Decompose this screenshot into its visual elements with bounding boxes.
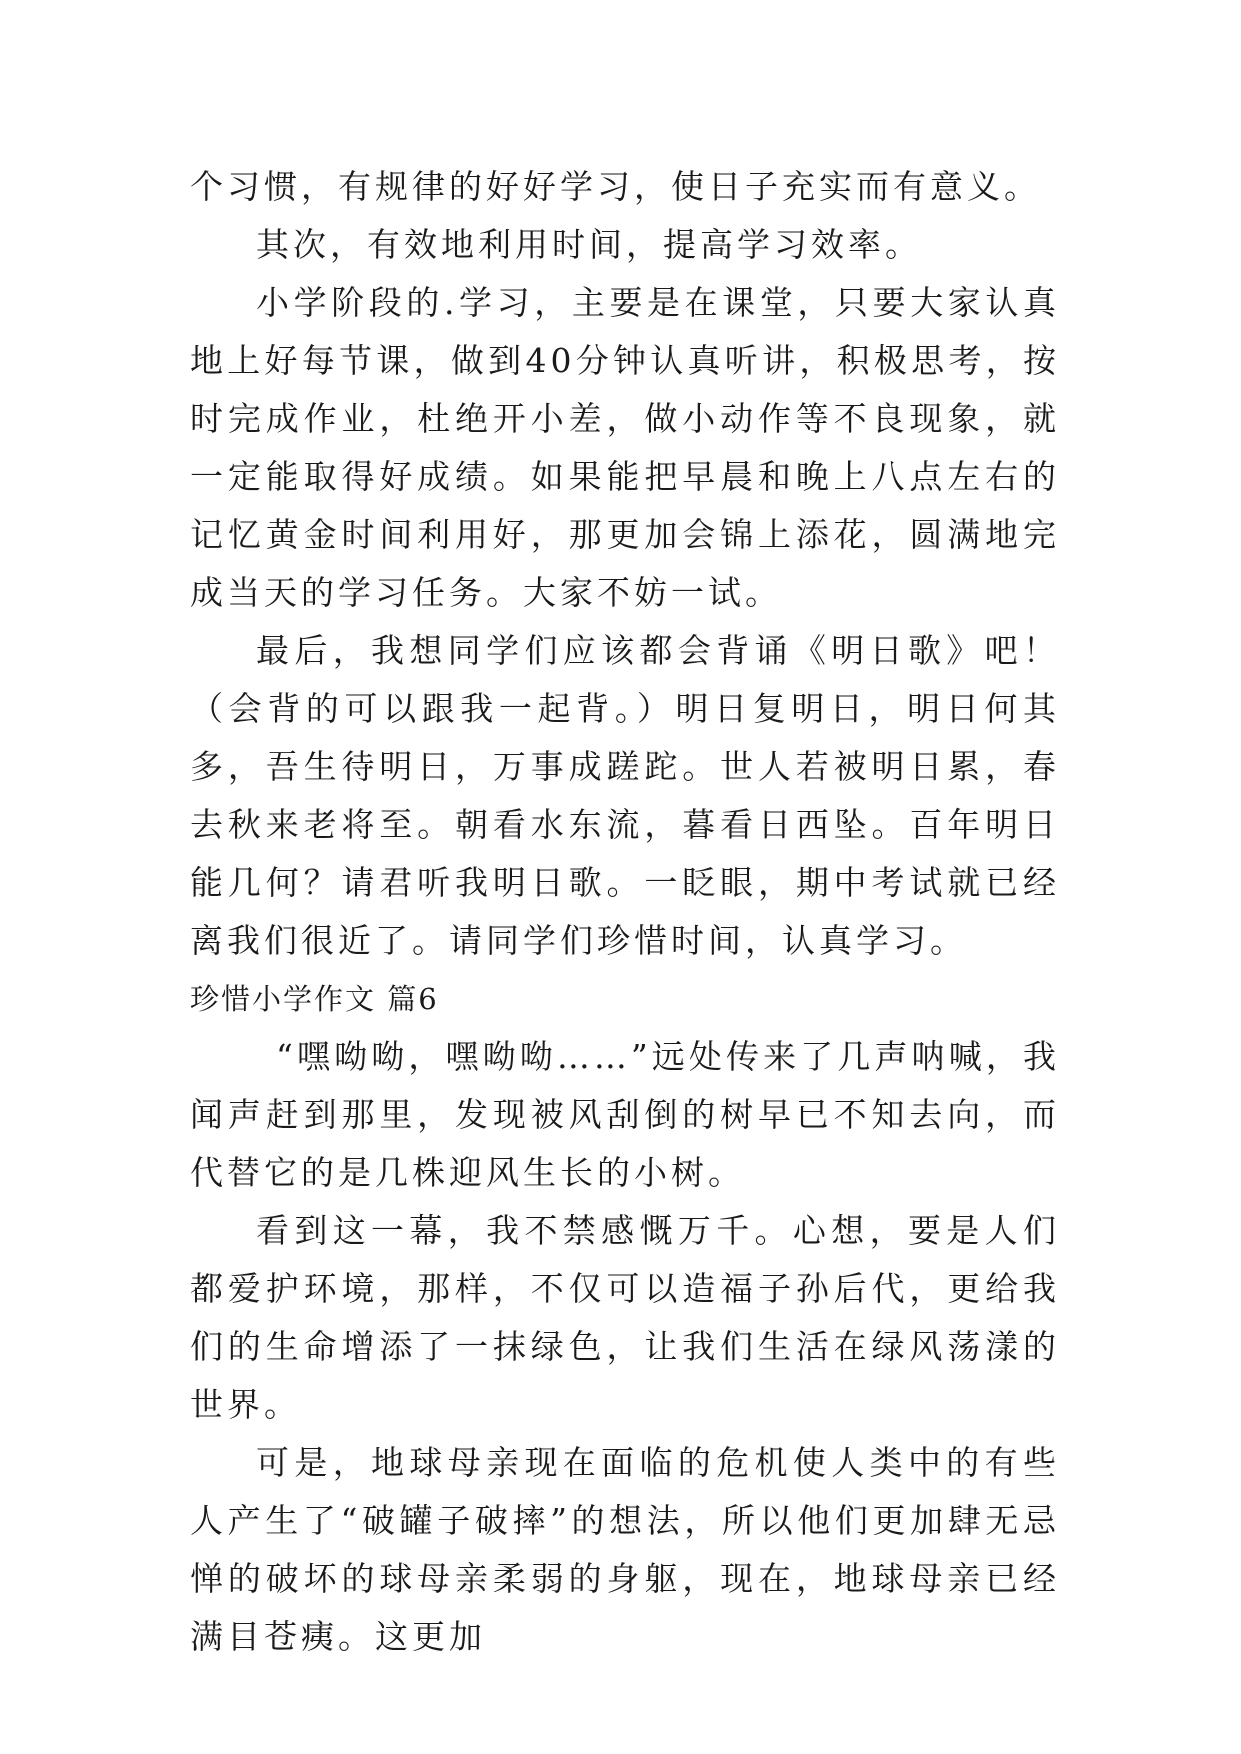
- section-title: 珍惜小学作文 篇6: [190, 982, 439, 1016]
- paragraph-shouting: “嘿呦呦，嘿呦呦……”远处传来了几声呐喊，我闻声赶到那里，发现被风刮倒的树早已不知去向，而代替它的是几株迎风生长的小树。: [190, 1037, 1060, 1192]
- paragraph-earth-crisis: 可是，地球母亲现在面临的危机使人类中的有些人产生了“破罐子破摔”的想法，所以他们更加肆无忌惮的破坏的球母亲柔弱的身躯，现在，地球母亲已经满目苍痍。这更加: [190, 1443, 1060, 1656]
- paragraph-protect-environment: 看到这一幕，我不禁感慨万千。心想，要是人们都爱护环境，那样，不仅可以造福子孙后代，更给我们的生命增添了一抹绿色，让我们生活在绿风荡漾的世界。: [190, 1211, 1060, 1424]
- document-body: [190, 158, 1060, 1666]
- paragraph-second: 其次，有效地利用时间，提高学习效率。: [256, 225, 922, 264]
- paragraph-study-in-class: 小学阶段的.学习，主要是在课堂，只要大家认真地上好每节课，做到40分钟认真听讲，积极思考，按时完成作业，杜绝开小差，做小动作等不良现象，就一定能取得好成绩。如果能把早晨和晚上八点左右的记忆黄金时间利用好，那更加会锦上添花，圆满地完成当天的学习任务。大家不妨一试。: [190, 283, 1060, 612]
- paragraph-continued: 个习惯，有规律的好好学习，使日子充实而有意义。: [190, 167, 1041, 206]
- paragraph-tomorrow-song: 最后，我想同学们应该都会背诵《明日歌》吧！（会背的可以跟我一起背。）明日复明日，明日何其多，吾生待明日，万事成蹉跎。世人若被明日累，春去秋来老将至。朝看水东流，暮看日西坠。百年明日能几何？请君听我明日歌。一眨眼，期中考试就已经离我们很近了。请同学们珍惜时间，认真学习。: [190, 631, 1060, 960]
